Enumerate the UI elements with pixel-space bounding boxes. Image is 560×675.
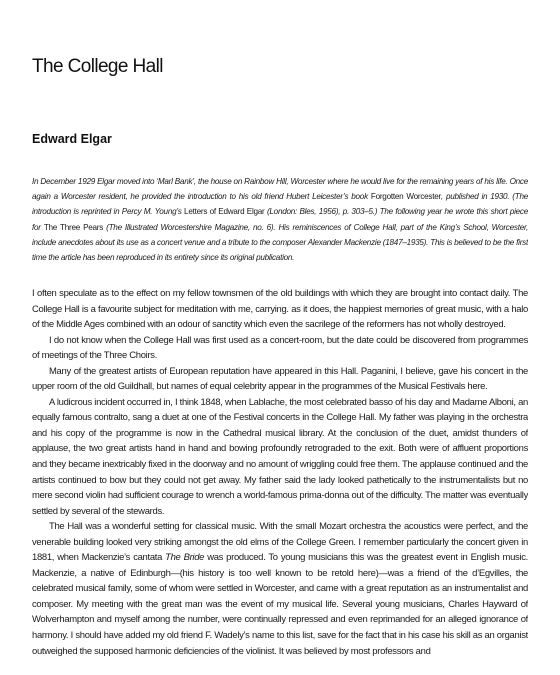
paragraph-text: Many of the greatest artists of European reputation have appeared in this Hall. Paganini, I believe, gave his concert in the upper room of the old Guildhall, but names of equal celebrity appear in the programmes of the Musical Festivals here.: [32, 365, 528, 393]
intro-title-reference: Forgotten Worcester: [370, 192, 441, 202]
intro-title-reference: The Three Pears: [43, 222, 104, 232]
document-page: [32, 0, 528, 675]
body-paragraph: [32, 395, 528, 519]
body-paragraph: [32, 333, 528, 364]
body-paragraph: [32, 364, 528, 395]
intro-paragraph: [32, 174, 528, 265]
intro-text: (The Illustrated Worcestershire Magazine, no. 6). His reminiscences of College Hall, part of the King’s School, Worcester, include anecdotes about its use as a concert venue and a tribute to the composer Alexander Mackenzie (1847–1935). This is believed to be the first time the article has been reproduced in its entirety since its original publication.: [32, 222, 528, 263]
body-paragraph: [32, 519, 528, 659]
paragraph-text: A ludicrous incident occurred in, I think 1848, when Lablache, the most celebrated basso of his day and Madame Alboni, an equally famous contralto, sang a duet at one of the Festival concerts in the College Hall. My father was playing in the orchestra and his copy of the programme is now in the Cathedral musical library. At the conclusion of the duet, amidst thunders of applause, the two great artists hand in hand and bowing profoundly retrograded to the exit. Both were of affluent proportions and they became inextricably fixed in the doorway and no amount of wriggling could free them. The applause continued and the artists continued to bow but they could not get away. My father said the lady looked pathetically to the instrumentalists but no mere second violin had sufficient courage to wrench a world-famous prima-donna out of the difficulty. The matter was eventually settled by several of the stewards.: [32, 396, 528, 517]
paragraph-text: I often speculate as to the effect on my fellow townsmen of the old buildings with which they are brought into contact daily. The College Hall is a favourite subject for meditation with me, carrying. as it does, the happiest memories of great music, with a halo of the Middle Ages combined with an odour of sanctity which even the sacrilege of the reformers has not wholly destroyed.: [32, 288, 528, 331]
intro-title-reference: Letters of Edward Elgar: [184, 207, 265, 217]
paragraph-text: I do not know when the College Hall was first used as a concert-room, but the date could be discovered from programmes of meetings of the Three Choirs.: [32, 334, 528, 362]
article-body: [32, 286, 528, 659]
paragraph-text: was produced. To young musicians this was the greatest event in English music. Mackenzie, a native of Edinburgh—(his history is too well known to be retold here)—was a friend of the d’Egvilles, the celebrated musical family, some of whom were settled in Worcester, and came with a great reputation as an instrumentalist and composer. My meeting with the great man was the event of my musical life. Several young musicians, Charles Hayward of Wolverhampton and myself among the number, were continually repressed and even reprimanded for an alleged ignorance of harmony. I should have added my old friend F. Wadely’s name to this list, save for the fact that in his case his skill as an organist outweighed the supposed harmonic deficiencies of the violinist. It was believed by most professors and: [32, 552, 528, 657]
paragraph-text: The Hall was a wonderful setting for classical music. With the small Mozart orchestra the acoustics were perfect, and the venerable building looked very striking amongst the old elms of the College Green. I remember particularly the concert given in 1881, when Mackenzie’s cantata: [32, 521, 528, 564]
intro-text: , published in 1930. (The introduction is reprinted in Percy M. Young’s: [32, 192, 528, 217]
intro-text: In December 1929 Elgar moved into ‘Marl Bank’, the house on Rainbow Hill, Worcester where he would live for the remaining years of his life. Once again a Worcester resident, he provided the introduction to his old friend Hubert Leicester’s book: [32, 177, 528, 202]
chapter-title: The College Hall: [32, 56, 163, 77]
body-paragraph: [32, 286, 528, 333]
author-name: Edward Elgar: [32, 132, 112, 146]
intro-text: (London: Bles, 1956), p. 303–5.) The following year he wrote this short piece for: [32, 207, 528, 232]
work-title: The Bride: [165, 552, 205, 564]
